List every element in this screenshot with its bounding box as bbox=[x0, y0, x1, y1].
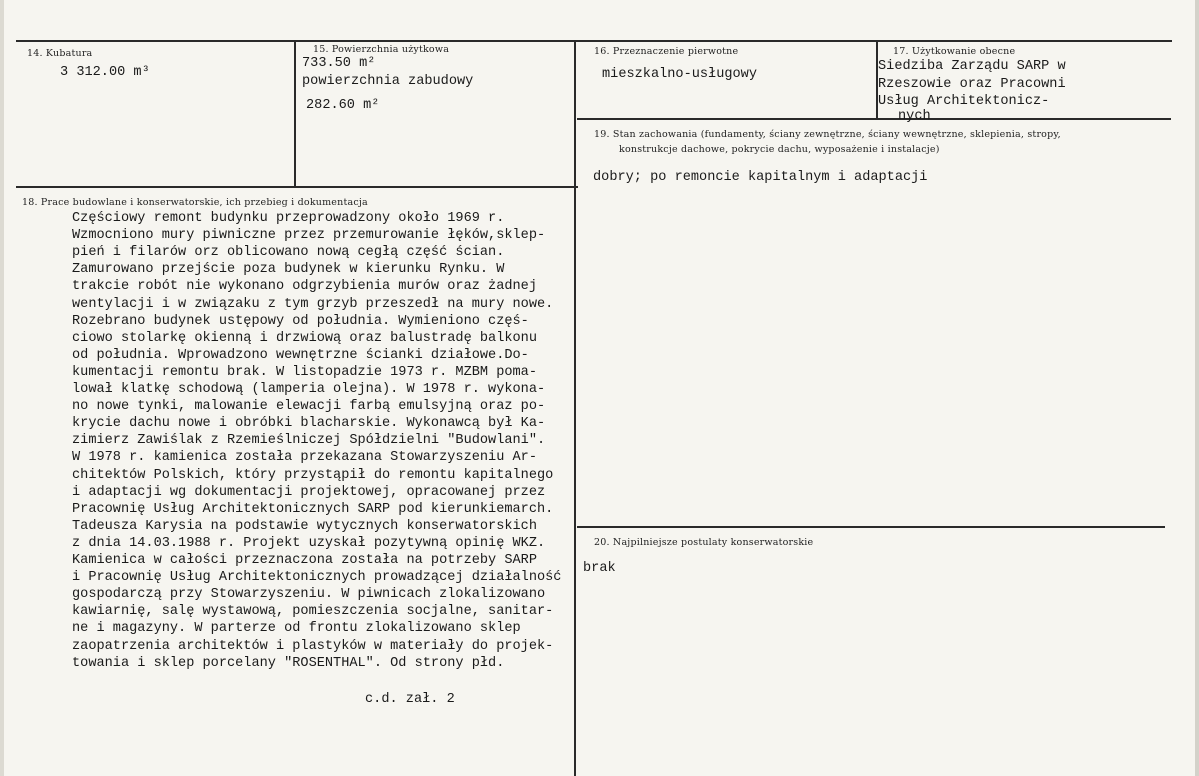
works-text-line: i adaptacji wg dokumentacji projektowej, opracowanej przez bbox=[72, 484, 546, 500]
original-purpose-label: 16. Przeznaczenie pierwotne bbox=[594, 46, 739, 57]
current-use-line-3: Usług Architektonicz- bbox=[878, 94, 1050, 109]
kubatura-label: 14. Kubatura bbox=[27, 48, 93, 59]
works-text-line: Rozebrano budynek ustępowy od południa. Wymieniono częś- bbox=[72, 313, 529, 329]
works-text-line: no nowe tynki, malowanie elewacji farbą emulsyjną oraz po- bbox=[72, 399, 546, 415]
works-text-line: chitektów Polskich, który przystąpił do remontu kapitalnego bbox=[72, 467, 554, 483]
works-text-line: Częściowy remont budynku przeprowadzony około 1969 r. bbox=[72, 211, 505, 226]
condition-value: dobry; po remoncie kapitalnym i adaptacji bbox=[593, 170, 928, 185]
current-use-line-2: Rzeszowie oraz Pracowni bbox=[878, 77, 1066, 92]
works-text-line: ciowo stolarkę okienną i drzwiową oraz balustradę balkonu bbox=[72, 330, 537, 346]
works-text-line: Pracownię Usług Architektonicznych SARP pod kierunkiemarch. bbox=[72, 501, 554, 517]
usable-area-label: 15. Powierzchnia użytkowa bbox=[313, 44, 450, 55]
works-text bbox=[72, 210, 572, 680]
works-text-line: trakcie robót nie wykonano odgrzybienia murów oraz żadnej bbox=[72, 279, 537, 295]
works-text-line: zimierz Zawiślak z Rzemieślniczej Spółdzielni "Budowlani". bbox=[72, 433, 546, 449]
condition-label-line-2: konstrukcje dachowe, pokrycie dachu, wyposażenie i instalacje) bbox=[619, 144, 940, 155]
card-right-edge bbox=[1195, 0, 1199, 776]
top-border bbox=[16, 40, 1172, 42]
works-text-line: ne i magazyny. W parterze od frontu zlokalizowano sklep bbox=[72, 621, 521, 637]
works-text-line: Wzmocniono mury piwniczne przez przemurowanie łęków,sklep- bbox=[72, 228, 546, 244]
current-use-label: 17. Użytkowanie obecne bbox=[893, 46, 1016, 57]
works-text-line: zaopatrzenia architektów i plastyków w materiały do projek- bbox=[72, 638, 554, 654]
works-text-line: towania i sklep porcelany "ROSENTHAL". Od strony płd. bbox=[72, 655, 505, 671]
usable-area-value: 733.50 m² bbox=[302, 56, 376, 71]
row2-border-left bbox=[16, 186, 578, 188]
works-text-line: wentylacji i w związaku z tym grzyb przeszedł na mury nowe. bbox=[72, 296, 554, 312]
works-text-line: pień i filarów orz oblicowano nową cegłą część ścian. bbox=[72, 245, 505, 261]
card-left-edge bbox=[0, 0, 4, 776]
divider-main bbox=[574, 40, 576, 776]
current-use-line-1: Siedziba Zarządu SARP w bbox=[878, 59, 1066, 74]
condition-label-line-1: 19. Stan zachowania (fundamenty, ściany zewnętrzne, ściany wewnętrzne, sklepienia, stropy, bbox=[594, 129, 1061, 140]
works-text-line: Kamienica w całości przeznaczona została na potrzeby SARP bbox=[72, 553, 537, 568]
built-area-label: powierzchnia zabudowy bbox=[302, 74, 474, 89]
works-text-line: Tadeusza Karysia na podstawie wytycznych konserwatorskich bbox=[72, 518, 537, 534]
works-text-line: kumentacji remontu brak. W listopadzie 1973 r. MZBM poma- bbox=[72, 364, 537, 380]
works-text-line: lował klatkę schodową (lamperia olejna). W 1978 r. wykona- bbox=[72, 382, 546, 397]
f20-top-border bbox=[577, 526, 1165, 528]
works-text-line: krycie dachu nowe i obróbki blacharskie. Wykonawcą był Ka- bbox=[72, 416, 546, 432]
works-text-line: i Pracownię Usług Architektonicznych prowadzącej działalność bbox=[72, 570, 562, 586]
continuation-note: c.d. zał. 2 bbox=[365, 692, 455, 707]
works-label: 18. Prace budowlane i konserwatorskie, ich przebieg i dokumentacja bbox=[22, 197, 368, 208]
original-purpose-value: mieszkalno-usługowy bbox=[602, 67, 757, 82]
f19-top-border bbox=[577, 118, 1171, 120]
works-text-line: Zamurowano przejście poza budynek w kierunku Rynku. W bbox=[72, 262, 505, 278]
works-text-line: gospodarczą przy Stowarzyszeniu. W piwnicach zlokalizowano bbox=[72, 587, 546, 603]
works-text-line: z dnia 14.03.1988 r. Projekt uzyskał pozytywną opinię WKZ. bbox=[72, 535, 546, 551]
postulates-label: 20. Najpilniejsze postulaty konserwatorskie bbox=[594, 537, 814, 548]
works-text-line: kawiarnię, salę wystawową, pomieszczenia socjalne, sanitar- bbox=[72, 604, 554, 620]
built-area-value: 282.60 m² bbox=[306, 98, 380, 113]
works-text-line: od południa. Wprowadzono wewnętrzne ścianki działowe.Do- bbox=[72, 347, 529, 363]
postulates-value: brak bbox=[583, 561, 616, 576]
current-use-line-4: nych bbox=[898, 109, 931, 124]
works-text-line: W 1978 r. kamienica została przekazana Stowarzyszeniu Ar- bbox=[72, 450, 537, 466]
divider-15 bbox=[294, 40, 296, 187]
kubatura-value: 3 312.00 m³ bbox=[60, 65, 150, 80]
